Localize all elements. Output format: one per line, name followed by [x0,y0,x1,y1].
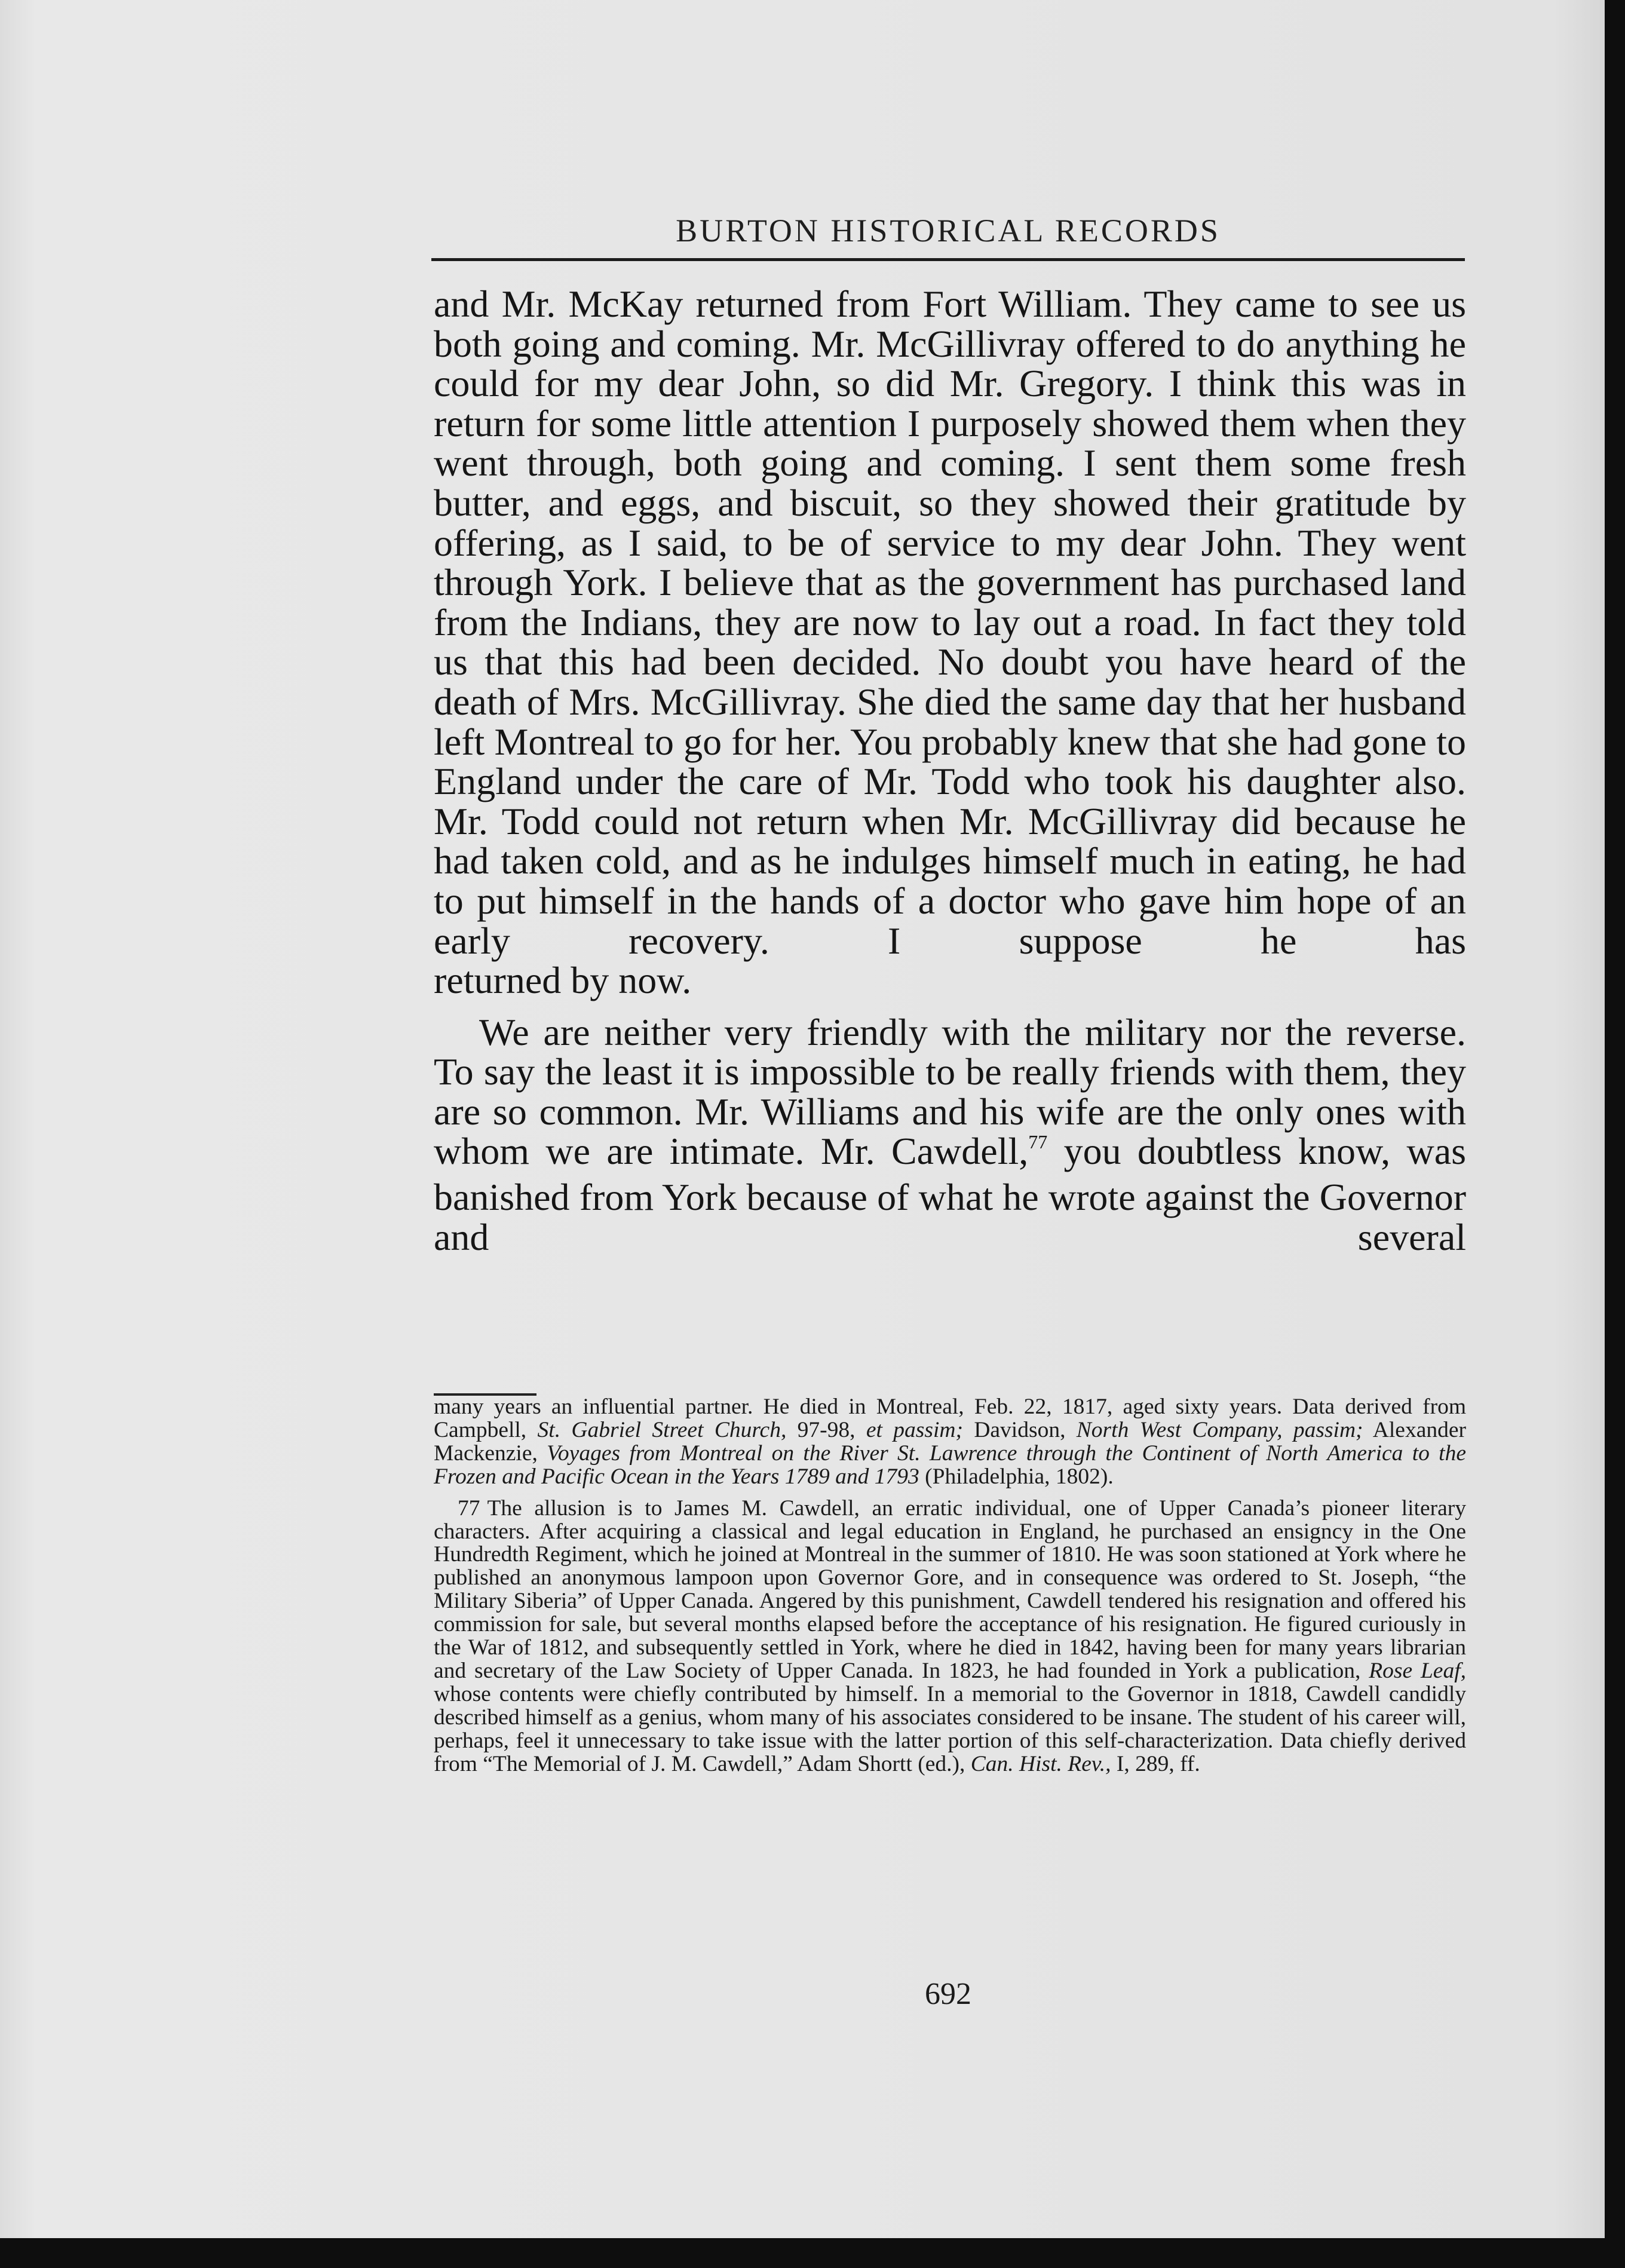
text-line: he had taken cold, and as he indulges himself much in [434,799,1467,882]
text-line: have heard of the death of Mrs. McGillivray. She died [434,640,1467,723]
citation-title: Can. Hist. Rev., [970,1751,1111,1776]
text-line: You probably knew that she had gone to England under [434,720,1467,803]
text-line: with them, they are so common. Mr. Williams and his [434,1050,1467,1133]
text-line: Gregory. I think this was in return for some little attention [434,362,1467,445]
text-line: because of what he wrote against the Governor and several [434,1176,1467,1258]
footnote-77 [434,1497,1466,1776]
text-line: the same day that her husband left Montreal to go for her. [434,680,1467,763]
footnote-text: Davidson, [962,1417,1077,1442]
citation-title: Rose Leaf, [1369,1658,1466,1683]
text-line: gave him hope of an early recovery. I suppose he has [434,879,1466,962]
paragraph-2 [434,1010,1467,1258]
text-line: to see us both going and coming. Mr. McGillivray offered [434,283,1467,365]
text-line: Cawdell, [891,1130,1029,1173]
text-line: reverse. To say the least it is impossible to be really friends [434,1010,1466,1093]
footnote-text: Alexander Mackenzie, [434,1417,1466,1466]
footnote-reference-77[interactable]: 77 [1028,1131,1048,1153]
text-line: to do anything he could for my dear John, so did Mr. [434,322,1467,405]
citation-title: St. Gabriel Street Church, [537,1417,787,1442]
footnote-continued [434,1396,1466,1489]
text-line: going and coming. I sent them some fresh butter, and eggs, [434,442,1467,524]
footnotes [434,1396,1466,1776]
footnote-label: 77 [458,1495,480,1521]
running-head-title: BURTON HISTORICAL RECORDS [676,213,1221,249]
text-line: the care of Mr. Todd who took his daughter also. Mr. [434,760,1467,842]
citation-title: et passim; [866,1417,963,1442]
text-line: I purposely showed them when they went through, both [434,402,1467,485]
paragraph-1-last-line [434,961,1466,1001]
paragraph-1 [434,284,1466,961]
text-line: you doubtless know, was banished from York [434,1130,1467,1219]
citation-title: North West Company, passim; [1076,1417,1363,1442]
text-line: returned by now. [434,959,692,1002]
footnote-text: 97-98, [786,1417,866,1442]
running-head [431,203,1465,261]
text-line: fact they told us that this had been decided. No doubt you [434,600,1467,684]
text-line: and Mr. McKay returned from Fort William. They came [434,283,1316,325]
footnote-text: (Philadelphia, 1802). [919,1464,1114,1489]
text-line: I said, to be of service to my dear John. They went through [434,521,1467,604]
text-line: land from the Indians, they are now to lay out a road. In [434,561,1467,643]
text-line: eating, he had to put himself in the hands of a doctor who [434,839,1466,922]
footnote-text: whose contents were chiefly contributed by himself. In a memorial to the Governor in 1818, Cawdell candidly described himself as a genius, whom many of his associates considered to be insane. The student of his career will, perhaps, feel it unnecessary to take issue with the latter portion of this self-characterization. Data chiefly derived from “The Memorial of J. M. Cawdell,” Adam Shortt (ed.), [434,1681,1466,1776]
body-text [434,284,1466,1257]
footnote-text: The allusion is to James M. Cawdell, an erratic individual, one of Upper Canada’s pioneer literary characters. After acquiring a classical and legal education in England, he purchased an ensigncy in the One Hundredth Regiment, which he joined at Montreal in the summer of 1810. He was soon stationed at York where he published an anonymous lampoon upon Governor Gore, and in consequence was ordered to St. Joseph, “the Military Siberia” of Upper Canada. Angered by this punishment, Cawdell tendered his resignation and offered his commission for sale, but several months elapsed before the acceptance of his resignation. He figured curiously in the War of 1812, and subsequently settled in York, where he died in 1842, having been for many years librarian and secretary of the Law Society of Upper Canada. In 1823, he had founded in York a publication, [434,1495,1466,1683]
citation-title: Voyages from Montreal on the River St. Lawrence through the Continent of North America to the Frozen and Pacific Ocean in the Years 1789 and 1793 [434,1441,1466,1489]
text-line: We are neither very friendly with the military nor the [479,1010,1332,1053]
text-line: York. I believe that as the government has purchased [563,561,1389,604]
text-line: wife are the only ones with whom we are intimate. Mr. [434,1090,1467,1173]
text-line: and biscuit, so they showed their gratitude by offering, as [434,481,1467,564]
footnote-text: many years an influential partner. He died in Montreal, Feb. 22, 1817, aged sixty years. Data derived from Campbell, [434,1394,1466,1442]
text-line: Todd could not return when Mr. McGillivray did because [501,799,1416,842]
footnote-text: I, 289, ff. [1111,1751,1200,1776]
page-number: 692 [925,1977,971,2011]
